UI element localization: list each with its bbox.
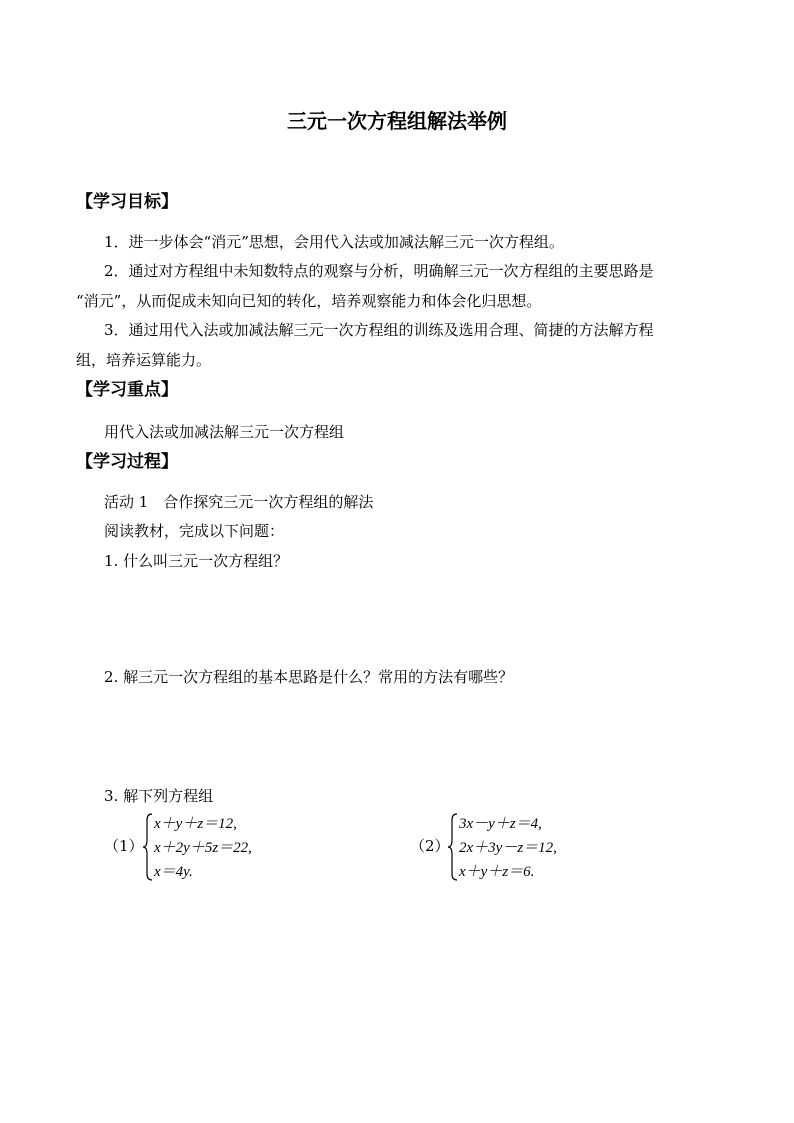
objective-line-2-continued: “消元”，从而促成未知向已知的转化，培养观察能力和体会化归思想。: [76, 292, 542, 310]
process-heading: 【学习过程】: [76, 452, 178, 472]
reading-instruction: 阅读教材，完成以下问题：: [104, 522, 285, 540]
activity-title: 活动 1 合作探究三元一次方程组的解法: [104, 493, 374, 511]
key-points-text: 用代入法或加减法解三元一次方程组: [104, 423, 345, 441]
objective-line-2: 2．通过对方程组中未知数特点的观察与分析，明确解三元一次方程组的主要思路是: [104, 262, 654, 280]
question-2: 2. 解三元一次方程组的基本思路是什么？常用的方法有哪些？: [104, 668, 514, 686]
system-2-brace: [447, 812, 459, 882]
objectives-heading: 【学习目标】: [76, 192, 178, 212]
system-1-equation-2: x＋2y＋5z＝22,: [154, 840, 252, 856]
objective-line-3-continued: 组，培养运算能力。: [76, 351, 212, 369]
system-1-brace: [142, 812, 154, 882]
system-2-equation-1: 3x－y＋z＝4,: [459, 816, 542, 832]
question-3: 3. 解下列方程组: [104, 787, 214, 805]
system-1-label: （1）: [104, 837, 144, 855]
system-1-equation-1: x＋y＋z＝12,: [154, 816, 237, 832]
page-title: 三元一次方程组解法举例: [287, 109, 507, 133]
question-1: 1. 什么叫三元一次方程组？: [104, 552, 289, 570]
system-2-label: （2）: [410, 837, 450, 855]
system-2-equation-3: x＋y＋z＝6.: [459, 864, 535, 880]
key-points-heading: 【学习重点】: [76, 380, 178, 400]
system-2-equation-2: 2x＋3y－z＝12,: [459, 840, 557, 856]
objective-line-1: 1．进一步体会“消元”思想，会用代入法或加减法解三元一次方程组。: [104, 233, 564, 251]
system-1-equation-3: x＝4y.: [154, 864, 193, 880]
objective-line-3: 3．通过用代入法或加减法解三元一次方程组的训练及选用合理、简捷的方法解方程: [104, 321, 654, 339]
